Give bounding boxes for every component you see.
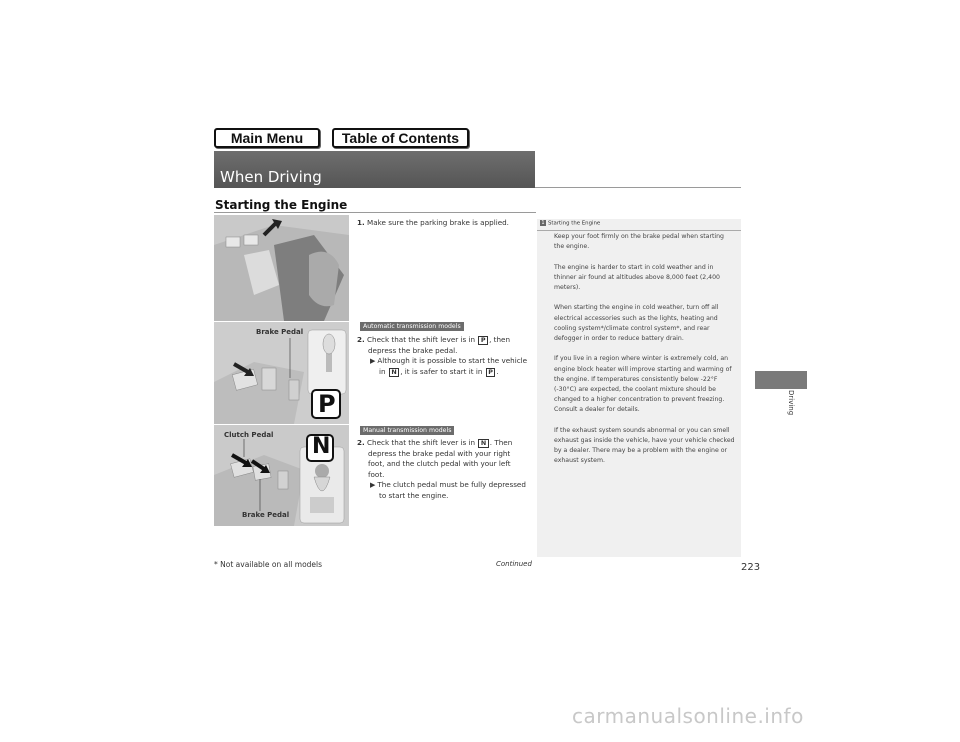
step-2m-sub-b: to start the engine. [379, 490, 449, 500]
brake-pedal-photo [214, 322, 349, 424]
step-2m-text-c: depress the brake pedal with your right [368, 448, 511, 458]
brake-pedal-label: Brake Pedal [256, 328, 304, 336]
note-paragraph-3: When starting the engine in cold weather, turn off all electrical accessories such as the lights, heating and cooling system*/climate control system*, and rear defogger in order to reduce battery drain. [554, 304, 719, 342]
watermark: carmanualsonline.info [572, 704, 804, 728]
parking-brake-photo [214, 215, 349, 321]
subheading-rule [214, 212, 536, 213]
step-2a-sub-a: Although it is possible to start the vehicle [377, 356, 528, 366]
note-marker-icon: 1 [541, 220, 545, 226]
title-rule [535, 187, 741, 188]
step-2a-sub-b: in [379, 366, 386, 376]
step-2-manual [357, 438, 537, 502]
key-n: N [389, 368, 399, 377]
step-2m-number: 2. [357, 438, 365, 447]
step-1-text: Make sure the parking brake is applied. [367, 218, 509, 227]
note-paragraph-1: Keep your foot firmly on the brake pedal when starting the engine. [554, 233, 724, 251]
step-2a-number: 2. [357, 335, 365, 344]
step-2a-text: Check that the shift lever is in [367, 335, 476, 344]
section-title: When Driving [220, 168, 322, 186]
step-2a-subnote-line2 [357, 367, 537, 378]
section-title-bar [214, 151, 535, 188]
manual-transmission-tag: Manual transmission models [360, 426, 454, 435]
step-2a-sub-c: , it is safer to start it in [400, 366, 483, 376]
arrow-icon-2: ▶ [370, 481, 376, 490]
step-2m-text-e: foot. [368, 469, 385, 479]
note-paragraph-5: If the exhaust system sounds abnormal or you can smell exhaust gas inside the vehicle, have your vehicle checked by a dealer. There may be a problem with the engine or exhaust system. [554, 426, 735, 465]
automatic-transmission-tag: Automatic transmission models [360, 322, 464, 331]
note-title-text: Starting the Engine [548, 220, 601, 227]
clutch-pedal-label: Clutch Pedal [224, 431, 274, 439]
step-2a-text-b: , then [489, 335, 511, 344]
step-2a-subnote [357, 356, 537, 367]
note-paragraph-4: If you live in a region where winter is extremely cold, an engine block heater will improve starting and warming of the engine. If temperatures consistently below -22°F (-30°C) are expected, the coolant mixture should be changed to a higher concentration to prevent freezing. Consult a dealer for details. [554, 355, 732, 414]
page-number: 223 [741, 562, 761, 573]
clutch-brake-photo [214, 425, 349, 526]
key-p: P [478, 336, 488, 345]
neutral-position-glyph: N [312, 434, 331, 459]
step-2a-sub-d: . [496, 366, 499, 376]
step-1-number: 1. [357, 218, 365, 227]
continued-label: Continued [496, 560, 532, 568]
step-2m-sub-a: The clutch pedal must be fully depressed [377, 480, 526, 490]
note-paragraph-2: The engine is harder to start in cold weather and in thinner air found at altitudes above 8,000 feet (2,400 meters). [554, 263, 720, 291]
brake-pedal-label-2: Brake Pedal [242, 511, 290, 519]
step-2-automatic [357, 335, 537, 377]
park-position-glyph: P [318, 390, 336, 418]
step-1 [357, 218, 537, 229]
main-menu-button[interactable]: Main Menu [214, 128, 320, 148]
chapter-tab[interactable] [755, 371, 807, 389]
note-title [540, 220, 600, 227]
step-2a-text-c: depress the brake pedal. [368, 345, 458, 355]
step-2m-text-d: foot, and the clutch pedal with your left [368, 459, 511, 469]
key-n-manual: N [478, 439, 488, 448]
step-2m-text-b: . Then [489, 438, 513, 447]
chapter-label: Driving [787, 390, 795, 416]
footnote: * Not available on all models [214, 560, 323, 569]
step-2m-text-a: Check that the shift lever is in [367, 438, 476, 447]
key-p-2: P [486, 368, 496, 377]
arrow-icon: ▶ [370, 357, 376, 366]
note-body [554, 232, 736, 477]
subheading: Starting the Engine [215, 198, 348, 212]
step-2m-subnote [357, 480, 537, 491]
table-of-contents-button[interactable]: Table of Contents [332, 128, 469, 148]
